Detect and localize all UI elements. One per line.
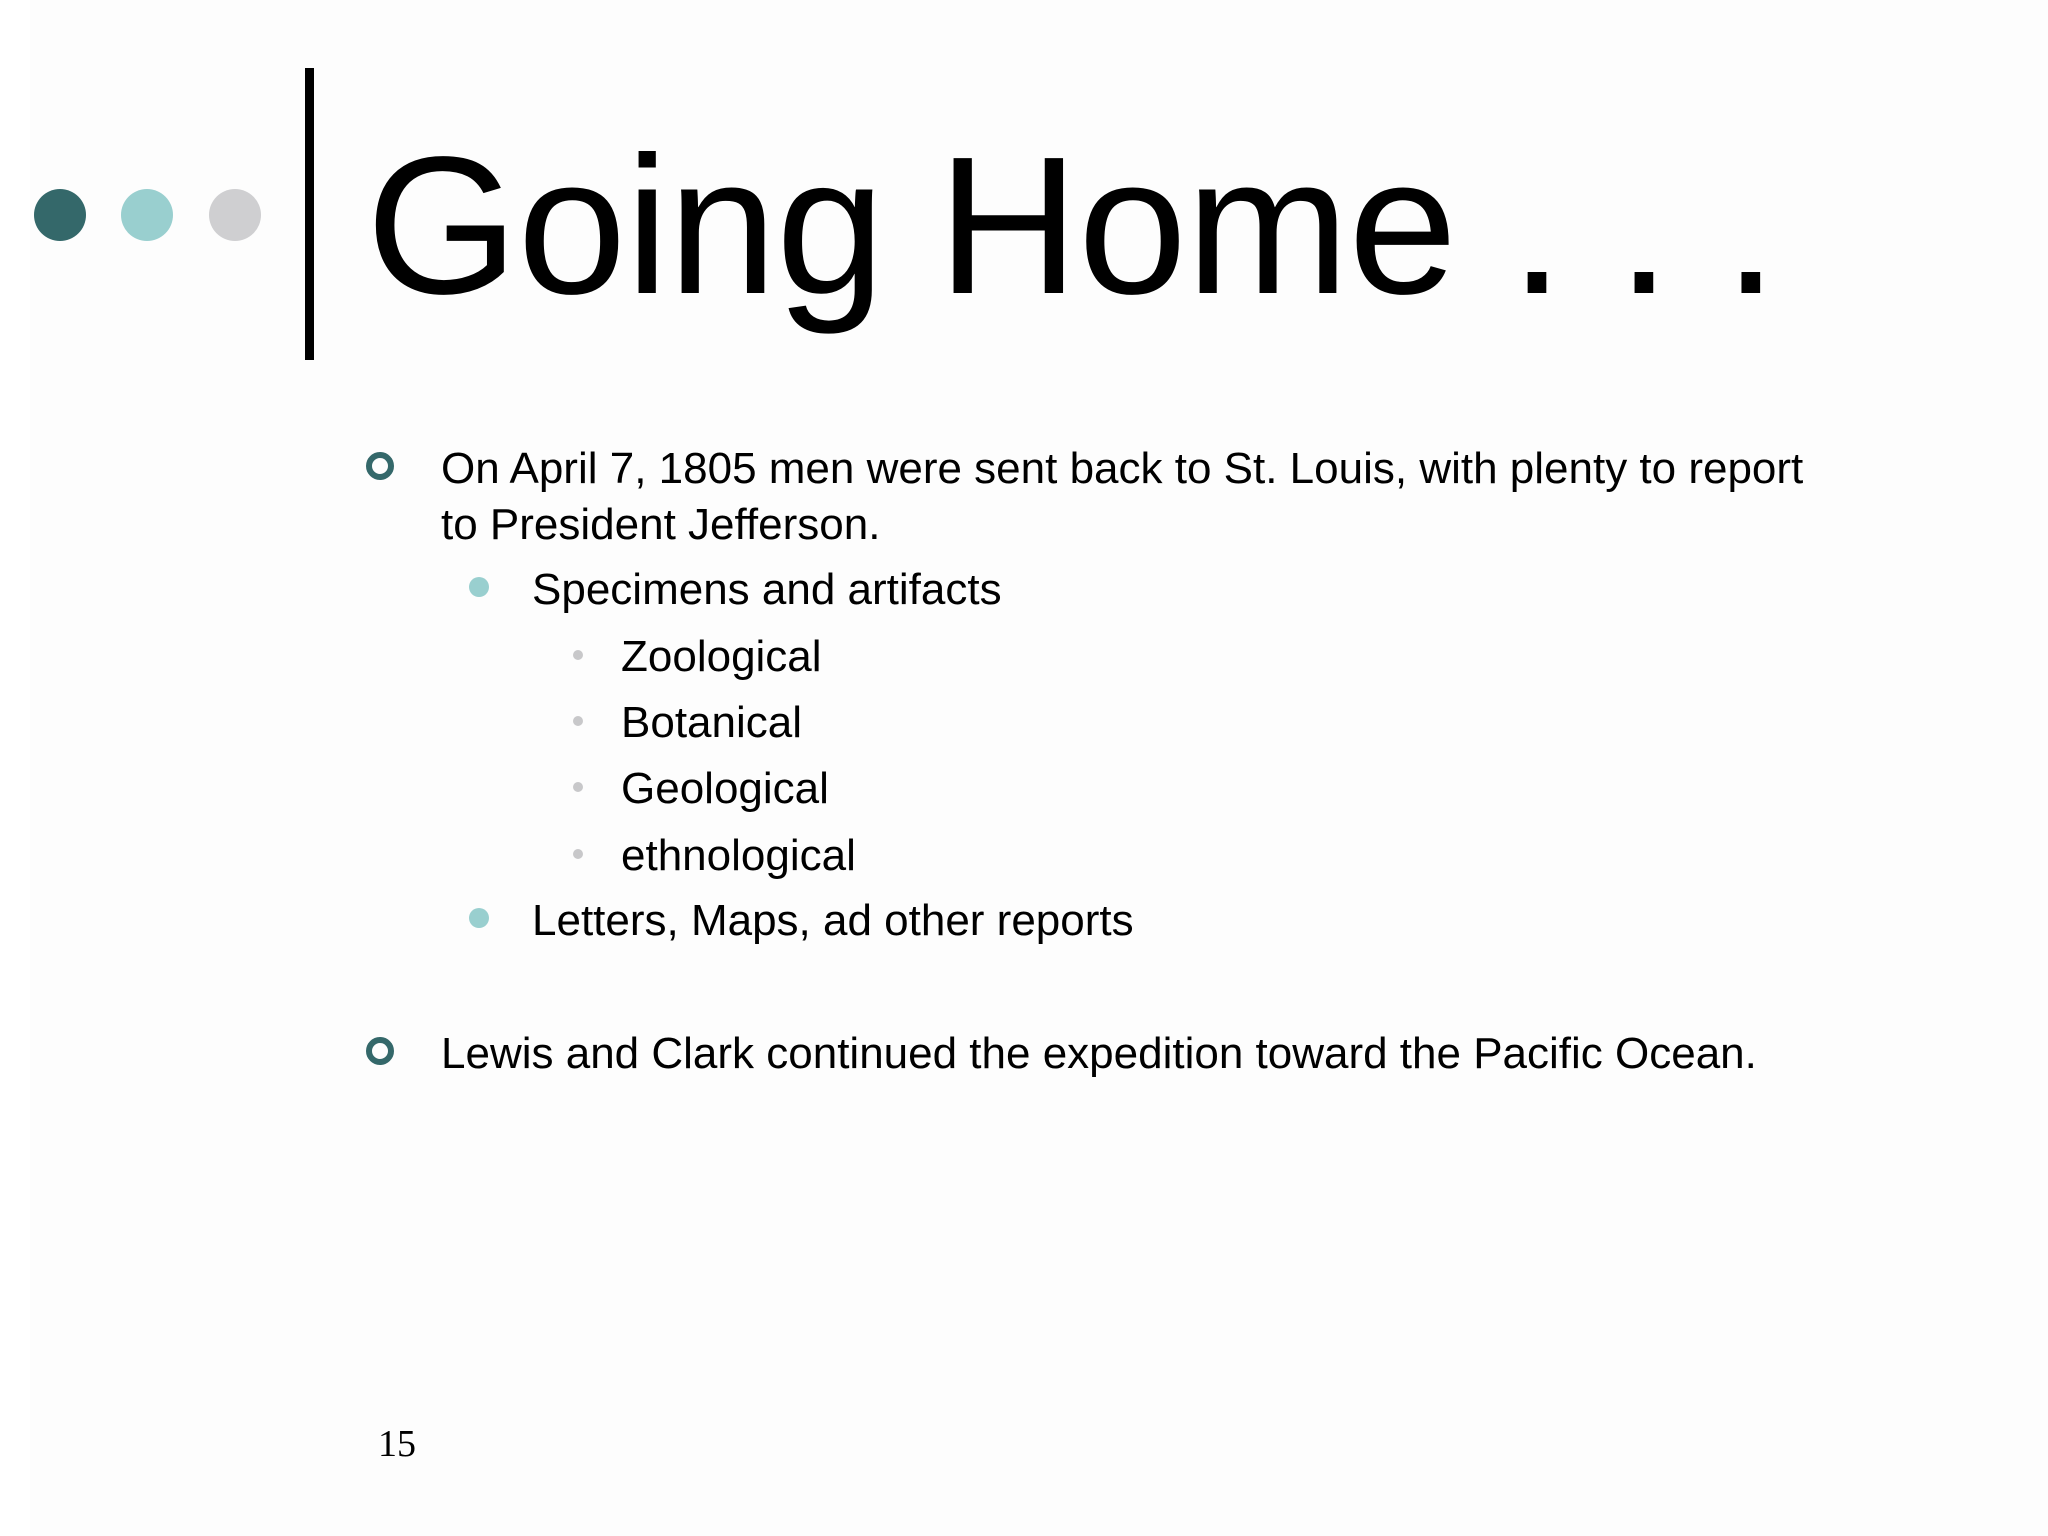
ring-bullet-icon (366, 1037, 394, 1065)
sub-sub-bullet-geological: Geological (621, 764, 829, 813)
dark-teal-circle-icon (34, 189, 86, 241)
sub-sub-bullet-zoological: Zoological (621, 632, 822, 681)
bullet-2-line-1: Lewis and Clark continued the expedition toward the Pacific Ocean. (441, 1029, 1757, 1078)
sub-bullet-specimens: Specimens and artifacts (532, 565, 1002, 614)
sub-bullet-letters: Letters, Maps, ad other reports (532, 896, 1134, 945)
page-number: 15 (378, 1423, 416, 1465)
title-divider (305, 68, 314, 360)
teal-dot-bullet-icon (469, 908, 489, 928)
light-teal-circle-icon (121, 189, 173, 241)
grey-dot-bullet-icon (573, 716, 583, 726)
grey-circle-icon (209, 189, 261, 241)
ring-bullet-icon (366, 452, 394, 480)
sub-sub-bullet-ethnological: ethnological (621, 831, 856, 880)
bullet-1-line-2: to President Jefferson. (441, 500, 881, 549)
slide-margin (0, 0, 30, 1536)
slide-title: Going Home . . . (366, 116, 1778, 335)
grey-dot-bullet-icon (573, 782, 583, 792)
bullet-1-line-1: On April 7, 1805 men were sent back to St. Louis, with plenty to report (441, 444, 1804, 493)
teal-dot-bullet-icon (469, 577, 489, 597)
grey-dot-bullet-icon (573, 650, 583, 660)
sub-sub-bullet-botanical: Botanical (621, 698, 803, 747)
grey-dot-bullet-icon (573, 849, 583, 859)
